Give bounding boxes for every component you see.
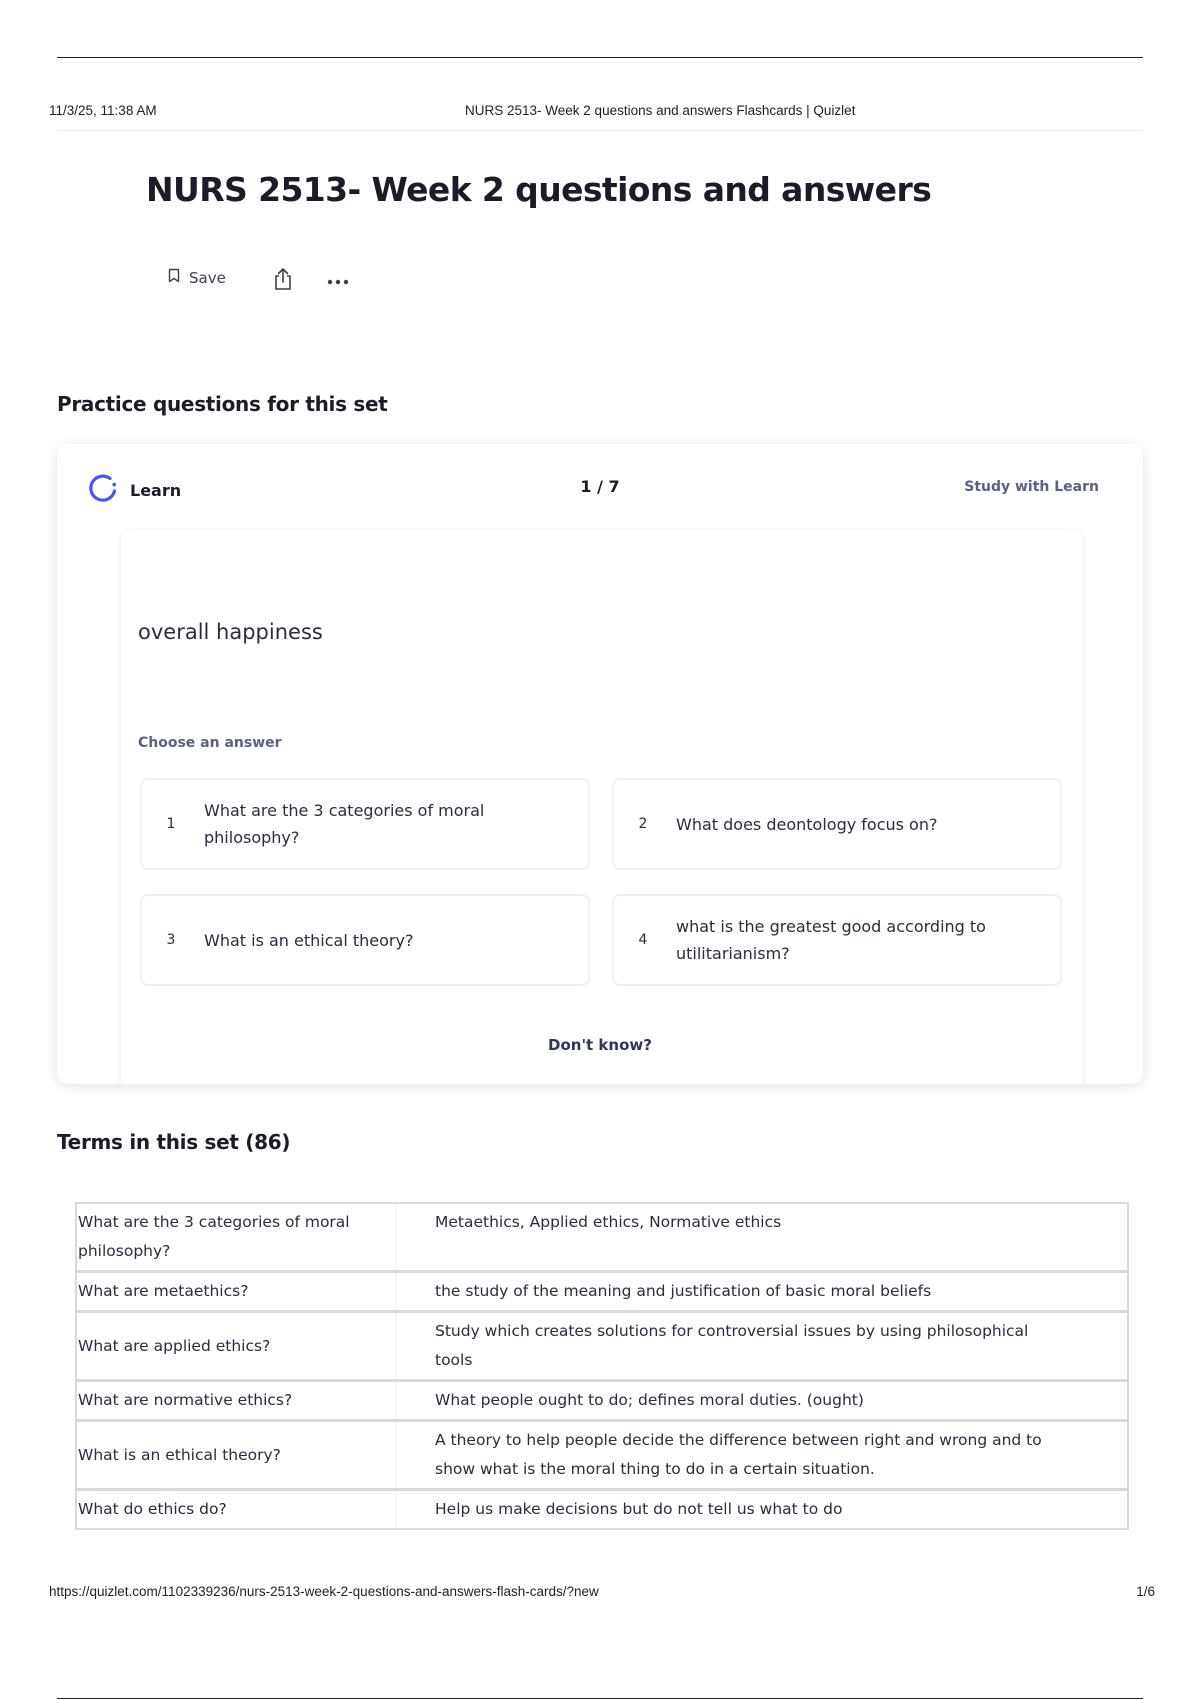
print-page-number: 1/6 (1136, 1584, 1155, 1599)
option-number: 3 (166, 932, 176, 948)
definition-cell: A theory to help people decide the difference between right and wrong and to show what is the moral thing to do in a certain situation. (397, 1421, 1129, 1490)
answer-option-4[interactable] (612, 894, 1062, 986)
option-text: What are the 3 categories of moral philosophy? (204, 801, 485, 847)
definition-cell: the study of the meaning and justification of basic moral beliefs (397, 1272, 1129, 1312)
terms-section-heading: Terms in this set (86) (57, 1130, 291, 1154)
definition-cell: Help us make decisions but do not tell us what to do (397, 1490, 1129, 1530)
page-top-rule (57, 57, 1143, 58)
answer-option-2[interactable] (612, 778, 1062, 870)
term-cell: What are the 3 categories of moral philosophy? (76, 1203, 397, 1272)
term-cell: What is an ethical theory? (76, 1421, 397, 1490)
share-icon (272, 267, 294, 294)
table-row (76, 1312, 1128, 1381)
option-text: What does deontology focus on? (676, 814, 938, 834)
print-url: https://quizlet.com/1102339236/nurs-2513-week-2-questions-and-answers-flash-cards/?new (49, 1584, 599, 1599)
dont-know-button[interactable]: Don't know? (548, 1036, 652, 1054)
print-date: 11/3/25, 11:38 AM (49, 103, 157, 118)
definition-cell: Study which creates solutions for controversial issues by using philosophical tools (397, 1312, 1129, 1381)
header-divider (57, 130, 1143, 131)
study-with-learn-link[interactable]: Study with Learn (964, 479, 1099, 495)
bookmark-icon (168, 268, 180, 287)
table-row (76, 1490, 1128, 1530)
term-cell: What are metaethics? (76, 1272, 397, 1312)
option-text: What is an ethical theory? (204, 930, 414, 950)
more-options-button[interactable] (324, 266, 352, 294)
term-cell: What do ethics do? (76, 1490, 397, 1530)
option-number: 2 (638, 816, 648, 832)
definition-cell: Metaethics, Applied ethics, Normative ethics (397, 1203, 1129, 1272)
table-row (76, 1203, 1128, 1272)
question-progress: 1 / 7 (580, 477, 620, 496)
learn-practice-card (57, 444, 1143, 1084)
choose-answer-label: Choose an answer (138, 735, 282, 751)
page-title: NURS 2513- Week 2 questions and answers (146, 170, 932, 209)
option-text: what is the greatest good according to utilitarianism? (676, 917, 986, 963)
practice-section-heading: Practice questions for this set (57, 392, 388, 416)
print-document-title: NURS 2513- Week 2 questions and answers Flashcards | Quizlet (465, 103, 856, 118)
print-header (49, 103, 1149, 123)
table-row (76, 1381, 1128, 1421)
answer-option-3[interactable] (140, 894, 590, 986)
option-number: 1 (166, 816, 176, 832)
table-row (76, 1421, 1128, 1490)
share-button[interactable] (269, 266, 297, 294)
save-button[interactable] (168, 268, 226, 287)
option-number: 4 (638, 932, 648, 948)
term-cell: What are normative ethics? (76, 1381, 397, 1421)
answer-option-1[interactable] (140, 778, 590, 870)
more-horizontal-icon (326, 273, 350, 288)
terms-table (75, 1202, 1129, 1530)
table-row (76, 1272, 1128, 1312)
save-label: Save (189, 268, 226, 287)
term-cell: What are applied ethics? (76, 1312, 397, 1381)
question-term: overall happiness (138, 620, 323, 644)
learn-label: Learn (130, 480, 182, 500)
page-bottom-rule (57, 1698, 1143, 1699)
definition-cell: What people ought to do; defines moral duties. (ought) (397, 1381, 1129, 1421)
